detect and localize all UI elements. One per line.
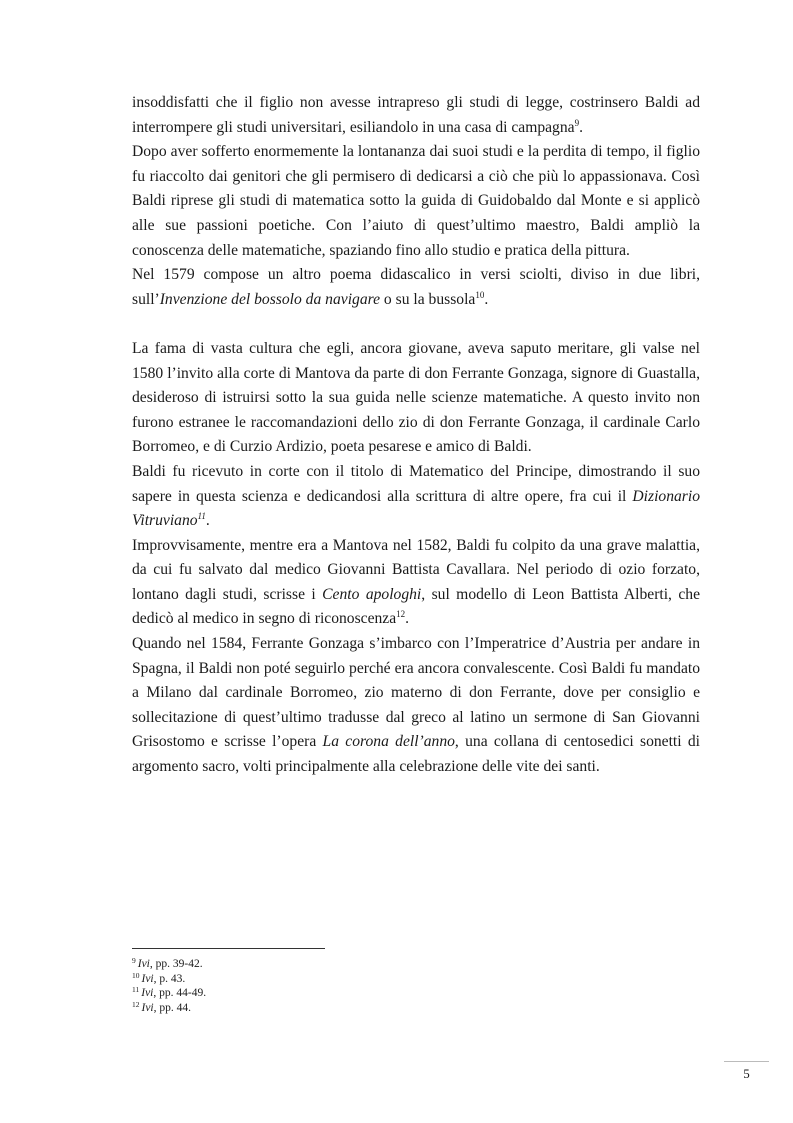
footnote-ref-10: 10 bbox=[475, 289, 485, 300]
paragraph-text: Baldi fu ricevuto in corte con il titolo di Matematico del Principe, dimostrando il suo sapere in questa scienza e dedicandosi alla scrittura di altre opere, fra cui il bbox=[132, 462, 700, 505]
footnote-ref: , pp. 44-49. bbox=[153, 987, 207, 1000]
work-title: Invenzione del bossolo da navigare bbox=[159, 290, 381, 308]
work-title: Cento apologhi bbox=[322, 585, 422, 603]
paragraph-6 bbox=[132, 534, 700, 632]
footnote-ref: , p. 43. bbox=[153, 972, 186, 985]
paragraph-text: insoddisfatti che il figlio non avesse intrapreso gli studi di legge, costrinsero Baldi ad interrompere gli studi universitari, esiliandolo in una casa di campagna bbox=[132, 94, 700, 136]
paragraph-3 bbox=[132, 263, 700, 312]
paragraph-text: Quando nel 1584, Ferrante Gonzaga s’imbarco con l’Imperatrice d’Austria per andare in Spagna, il Baldi non poté seguirlo perché era ancora convalescente. Così Baldi fu mandato a Milano dal cardinale Borromeo, zio materno di don Ferrante, dove per consiglio e sollecitazione di quest’ultimo tradusse dal greco al latino un sermone di San Giovanni Grisostomo e scrisse l’opera bbox=[132, 635, 700, 751]
paragraph-7 bbox=[132, 632, 700, 780]
paragraph-text: Improvvisamente, mentre era a Mantova nel 1582, Baldi fu colpito da una grave malattia, da cui fu salvato dal medico Giovanni Battista Cavallara. Nel periodo di ozio forzato, lontano dagli studi, scrisse i bbox=[132, 536, 700, 603]
footnote-item bbox=[132, 986, 532, 1001]
paragraph-text: , sul modello di Leon Battista Alberti, che dedicò al medico in segno di riconoscenza bbox=[132, 585, 701, 628]
page-number: 5 bbox=[743, 1066, 750, 1081]
footnote-number: 10 bbox=[132, 970, 140, 980]
footnote-ref-11: 11 bbox=[197, 511, 206, 522]
footnote-ref: , pp. 39-42. bbox=[149, 958, 203, 970]
footnote-number: 9 bbox=[132, 956, 136, 965]
footnote-item bbox=[132, 972, 532, 987]
paragraph-1 bbox=[132, 91, 700, 140]
footnote-item bbox=[132, 1001, 532, 1016]
footnote-number: 12 bbox=[132, 999, 140, 1009]
paragraph-end: . bbox=[579, 118, 583, 136]
footnote-separator bbox=[132, 948, 325, 949]
footnotes bbox=[132, 957, 532, 1015]
footnote-item bbox=[132, 957, 532, 972]
work-title-text: Dizionario Vitruviano bbox=[132, 487, 700, 530]
paragraph-end: . bbox=[405, 610, 410, 628]
paragraph-5 bbox=[132, 460, 700, 534]
work-title: La corona dell’anno bbox=[322, 733, 455, 751]
footnote-source: Ivi bbox=[141, 972, 154, 985]
paragraph-2: Dopo aver sofferto enormemente la lontananza dai suoi studi e la perdita di tempo, il figlio fu riaccolto dai genitori che gli permisero di dedicarsi a ciò che più lo appassionava. Così Baldi riprese gli studi di matematica sotto la guida di Guidobaldo dal Monte e si applicò alle sue passioni poetiche. Con l’aiuto di quest’ultimo maestro, Baldi ampliò la conoscenza delle matematiche, spaziando fino allo studio e pratica della pittura. bbox=[132, 143, 700, 259]
page-number-rule bbox=[724, 1061, 769, 1062]
body-text bbox=[132, 91, 700, 780]
footnote-source: Ivi bbox=[141, 1001, 154, 1014]
footnote-number: 11 bbox=[132, 985, 140, 995]
footnote-source: Ivi bbox=[137, 958, 150, 970]
footnote-ref-12: 12 bbox=[396, 609, 406, 620]
paragraph-end: . bbox=[205, 512, 210, 530]
footnote-source: Ivi bbox=[141, 987, 154, 1000]
paragraph-text: o su la bussola bbox=[380, 290, 476, 308]
footnote-ref-9: 9 bbox=[574, 117, 580, 128]
paragraph-4: La fama di vasta cultura che egli, ancora giovane, aveva saputo meritare, gli valse nel 1580 l’invito alla corte di Mantova da parte di don Ferrante Gonzaga, signore di Guastalla, desideroso di istruirsi sotto la sua guida nelle scienze matematiche. A questo invito non furono estranee le raccomandazioni dello zio di don Ferrante Gonzaga, il cardinale Carlo Borromeo, e di Curzio Ardizio, poeta pesarese e amico di Baldi. bbox=[132, 339, 700, 456]
paragraph-end: . bbox=[484, 290, 489, 308]
paragraph-text: , una collana di centosedici sonetti di argomento sacro, volti principalmente alla celebrazione delle vite dei santi. bbox=[132, 733, 700, 776]
footnote-ref: , pp. 44. bbox=[153, 1001, 192, 1014]
paragraph-text: Nel 1579 compose un altro poema didascalico in versi sciolti, diviso in due libri, sull’ bbox=[132, 266, 700, 308]
